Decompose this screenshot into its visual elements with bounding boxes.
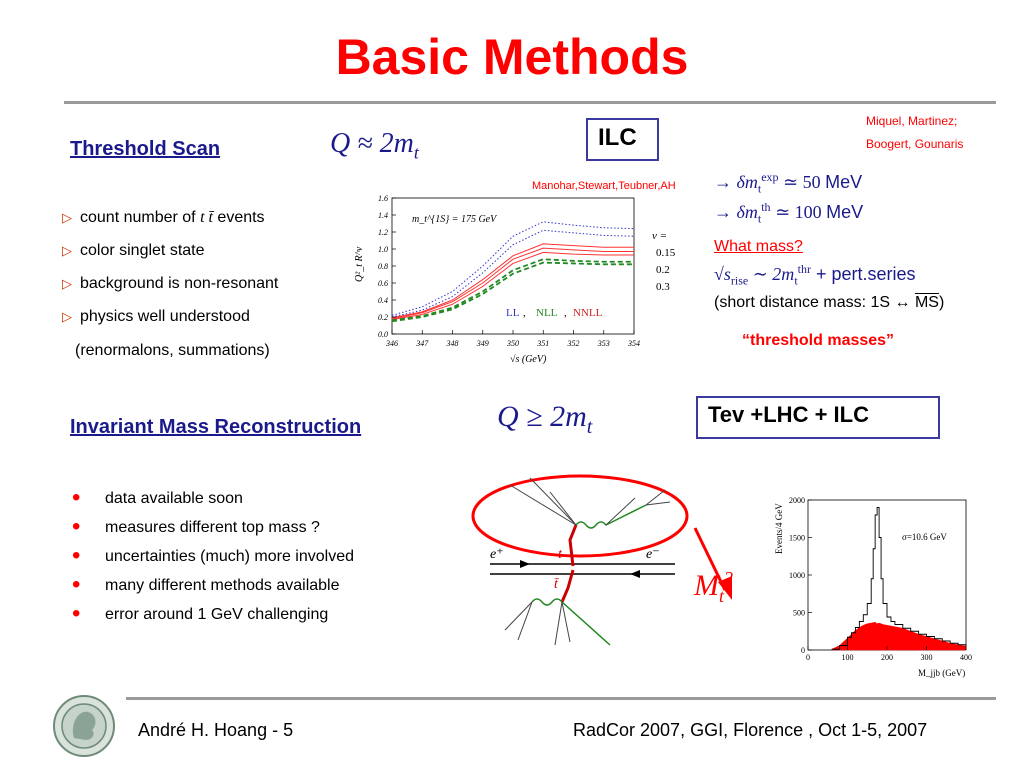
x-tick-label: 0 bbox=[806, 653, 810, 662]
triangle-marker-icon: ▷ bbox=[62, 243, 72, 258]
invariant-bullet-5 bbox=[68, 600, 448, 635]
y-tick-label: 1.6 bbox=[378, 194, 388, 203]
ref-authors-line1: Miquel, Martinez; bbox=[866, 114, 958, 128]
highlight-ellipse bbox=[473, 476, 687, 556]
e-minus-label: e⁻ bbox=[646, 547, 660, 562]
threshold-bullets bbox=[62, 209, 332, 341]
bullet-dot-icon: • bbox=[72, 484, 81, 511]
w-boson-lower bbox=[532, 599, 562, 605]
rise-mid: ∼ 2m bbox=[748, 264, 795, 284]
hist-x-label: M_jjb (GeV) bbox=[918, 668, 966, 678]
delta-exp-sup: exp bbox=[761, 170, 779, 184]
delta-th-sub: t bbox=[757, 211, 762, 226]
y-tick-label: 0.6 bbox=[378, 279, 388, 288]
invariant-formula bbox=[497, 400, 592, 439]
bullet-text: uncertainties (much) more involved bbox=[105, 548, 354, 565]
short-distance-ms: $\overline{MS}$ bbox=[914, 294, 939, 311]
ref-authors-line2: Boogert, Gounaris bbox=[866, 137, 964, 151]
threshold-bullet-extra: (renormalons, summations) bbox=[75, 342, 270, 359]
delta-exp-unit: MeV bbox=[825, 172, 863, 192]
x-tick-label: 347 bbox=[416, 339, 429, 348]
bullet-text: color singlet state bbox=[80, 242, 205, 259]
legend-nnll: NNLL bbox=[573, 307, 603, 319]
legend-sep: , bbox=[523, 307, 526, 319]
rise-rhs: + pert.series bbox=[811, 264, 916, 284]
y-tick-label: 0 bbox=[801, 646, 805, 655]
delta-m-exp bbox=[714, 170, 862, 197]
x-tick-label: 348 bbox=[446, 339, 459, 348]
bullet-dot-icon: • bbox=[72, 513, 81, 540]
sigma-annotation: σ=10.6 GeV bbox=[902, 532, 947, 542]
threshold-formula bbox=[330, 128, 419, 164]
threshold-bullet-3 bbox=[62, 275, 332, 308]
bullet-dot-icon: • bbox=[72, 571, 81, 598]
y-tick-label: 0.2 bbox=[378, 313, 388, 322]
nu-value-2: 0.2 bbox=[656, 264, 670, 276]
bullet-text: count number of bbox=[80, 209, 201, 226]
bullet-text: physics well understood bbox=[80, 308, 250, 325]
top-label: t bbox=[558, 547, 562, 562]
rise-mid-sup: thr bbox=[797, 262, 811, 276]
antitop-quark-line bbox=[562, 570, 573, 602]
title-divider bbox=[64, 101, 996, 104]
jet-line bbox=[606, 498, 635, 525]
legend-nll: NLL bbox=[536, 307, 558, 319]
jet-line bbox=[550, 492, 576, 525]
top-quark-line bbox=[570, 525, 576, 566]
nu-value-1: 0.15 bbox=[656, 247, 676, 259]
jet-line bbox=[518, 602, 532, 640]
footer-conference: RadCor 2007, GGI, Florence , Oct 1-5, 2007 bbox=[573, 720, 928, 740]
threshold-formula-sub: t bbox=[413, 142, 419, 163]
invariant-mass-heading: Invariant Mass Reconstruction bbox=[70, 416, 362, 438]
bullet-text: many different methods available bbox=[105, 577, 340, 594]
bullet-text: error around 1 GeV challenging bbox=[105, 606, 329, 623]
delta-th-sup: th bbox=[761, 200, 771, 214]
beam-arrow-icon bbox=[630, 570, 640, 578]
short-distance-mass bbox=[714, 294, 944, 312]
y-tick-label: 500 bbox=[793, 608, 805, 618]
rise-formula bbox=[714, 262, 916, 289]
y-tick-label: 0.4 bbox=[378, 296, 388, 305]
rise-lhs-sub: rise bbox=[730, 273, 749, 288]
invariant-mass-histogram bbox=[770, 492, 982, 682]
y-tick-label: 1500 bbox=[789, 533, 805, 543]
delta-th-pre: → δm bbox=[714, 202, 758, 222]
x-tick-label: 352 bbox=[567, 339, 580, 348]
x-axis-label: √s (GeV) bbox=[510, 354, 547, 365]
invariant-bullet-1 bbox=[68, 484, 448, 519]
w-boson-upper bbox=[576, 505, 646, 528]
legend-ll: LL bbox=[506, 307, 520, 319]
bullet-math: t t̄ bbox=[200, 209, 213, 226]
x-tick-label: 400 bbox=[960, 653, 972, 662]
series-line-ll bbox=[392, 222, 634, 315]
jet-line bbox=[505, 602, 532, 630]
legend-sep: , bbox=[564, 307, 567, 319]
threshold-formula-main: Q ≈ 2m bbox=[330, 128, 414, 159]
x-tick-label: 354 bbox=[628, 339, 640, 348]
x-tick-label: 350 bbox=[507, 339, 519, 348]
x-tick-label: 346 bbox=[386, 339, 398, 348]
short-distance-post: ) bbox=[938, 294, 945, 311]
invariant-bullet-4 bbox=[68, 571, 448, 606]
beam-arrow-icon bbox=[520, 560, 530, 568]
threshold-bullet-4 bbox=[62, 308, 332, 341]
threshold-bullet-1 bbox=[62, 209, 332, 242]
y-tick-label: 1000 bbox=[789, 571, 805, 580]
seal-logo bbox=[52, 694, 116, 758]
x-tick-label: 300 bbox=[920, 653, 933, 662]
invariant-bullet-2 bbox=[68, 513, 448, 548]
x-tick-label: 351 bbox=[537, 339, 550, 348]
what-mass-label: What mass? bbox=[714, 238, 803, 255]
mass-annotation: m_t^{1S} = 175 GeV bbox=[412, 214, 497, 225]
e-plus-label: e⁺ bbox=[490, 547, 504, 562]
threshold-masses-label: “threshold masses” bbox=[742, 332, 895, 349]
threshold-scan-heading: Threshold Scan bbox=[70, 138, 221, 160]
invariant-formula-sub: t bbox=[586, 416, 593, 438]
x-tick-label: 200 bbox=[881, 653, 893, 662]
footer-divider bbox=[126, 697, 996, 700]
ilc-box: ILC bbox=[586, 118, 659, 161]
threshold-line-chart bbox=[340, 190, 685, 370]
bullet-dot-icon: • bbox=[72, 542, 81, 569]
bullet-dot-icon: • bbox=[72, 600, 81, 627]
threshold-bullet-2 bbox=[62, 242, 332, 275]
triangle-marker-icon: ▷ bbox=[62, 309, 72, 324]
page-title: Basic Methods bbox=[335, 29, 689, 85]
delta-exp-pre: → δm bbox=[714, 172, 758, 192]
delta-m-th bbox=[714, 200, 863, 227]
delta-exp-post: ≃ 50 bbox=[778, 172, 826, 192]
y-tick-label: 0.8 bbox=[378, 262, 388, 271]
invariant-bullets bbox=[68, 484, 448, 635]
rise-mid-sub: t bbox=[794, 273, 798, 288]
y-tick-label: 1.4 bbox=[378, 211, 388, 220]
y-tick-label: 2000 bbox=[789, 496, 805, 505]
y-axis-label: Q²_t R^v bbox=[354, 246, 365, 282]
nu-value-3: 0.3 bbox=[656, 281, 670, 293]
invariant-formula-main: Q ≥ 2m bbox=[497, 400, 587, 433]
mt2-sup: 2 bbox=[724, 568, 734, 588]
delta-th-unit: MeV bbox=[826, 202, 864, 222]
triangle-marker-icon: ▷ bbox=[62, 210, 72, 225]
y-tick-label: 1.0 bbox=[378, 245, 388, 254]
rise-lhs: √s bbox=[714, 264, 731, 284]
bullet-text-post: events bbox=[212, 209, 265, 226]
x-tick-label: 353 bbox=[597, 339, 610, 348]
nu-label: ν = bbox=[652, 230, 668, 242]
invariant-bullet-3 bbox=[68, 542, 448, 577]
antitop-label: t̄ bbox=[554, 577, 558, 592]
mt2-base: M bbox=[694, 569, 719, 602]
x-tick-label: 349 bbox=[476, 339, 489, 348]
plot-credit: Manohar,Stewart,Teubner,AH bbox=[532, 180, 676, 192]
short-distance-pre: (short distance mass: 1S ↔ bbox=[714, 294, 915, 311]
bullet-text: measures different top mass ? bbox=[105, 519, 320, 536]
tev-lhc-ilc-box: Tev +LHC + ILC bbox=[696, 396, 940, 439]
y-tick-label: 0.0 bbox=[378, 330, 388, 339]
x-tick-label: 100 bbox=[841, 653, 854, 662]
y-tick-label: 1.2 bbox=[378, 228, 388, 237]
footer-author: André H. Hoang - 5 bbox=[138, 720, 294, 740]
mt2-sub: t bbox=[719, 586, 725, 606]
triangle-marker-icon: ▷ bbox=[62, 276, 72, 291]
bullet-text: data available soon bbox=[105, 490, 243, 507]
jet-line bbox=[555, 602, 562, 645]
mt-squared-label bbox=[694, 568, 733, 607]
delta-th-post: ≃ 100 bbox=[770, 202, 827, 222]
delta-exp-sub: t bbox=[757, 181, 762, 196]
bullet-text: background is non-resonant bbox=[80, 275, 279, 292]
hist-y-label: Events/4 GeV bbox=[774, 503, 784, 554]
